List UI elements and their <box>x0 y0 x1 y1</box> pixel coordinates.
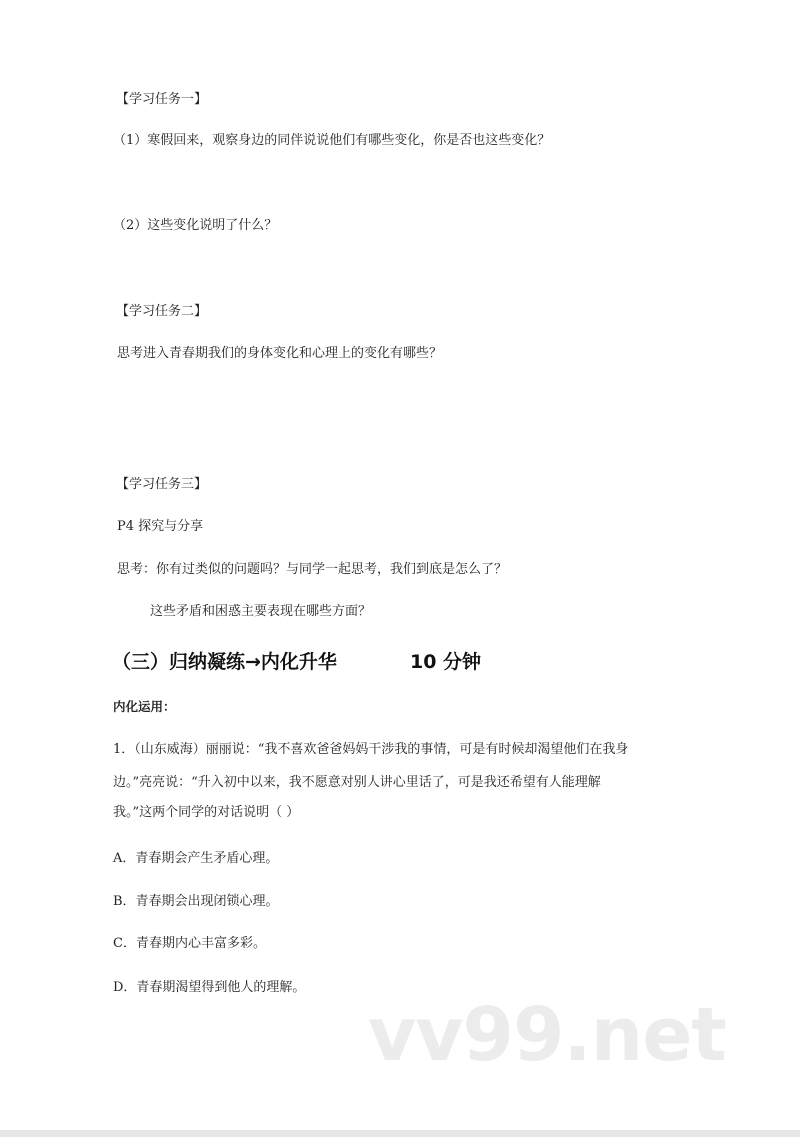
task1-title: 【学习任务一】 <box>116 92 208 107</box>
question-line: 1．（山东威海）丽丽说：“我不喜欢爸爸妈妈干涉我的事情，可是有时候却渴望他们在我身 <box>113 742 629 757</box>
task3-question-2: 这些矛盾和困惑主要表现在哪些方面？ <box>150 604 372 619</box>
task1-question-1: （1）寒假回来，观察身边的同伴说说他们有哪些变化，你是否也这些变化？ <box>113 133 551 148</box>
question-line: 边。”亮亮说：“升入初中以来，我不愿意对别人讲心里话了，可是我还希望有人能理解 <box>113 775 601 790</box>
option-d: D．青春期渴望得到他人的理解。 <box>113 980 306 995</box>
page-bottom-edge <box>0 1130 800 1137</box>
option-b: B．青春期会出现闭锁心理。 <box>113 894 279 909</box>
option-a: A．青春期会产生矛盾心理。 <box>113 851 279 866</box>
task1-question-2: （2）这些变化说明了什么？ <box>113 218 278 233</box>
section3-label: 内化运用： <box>113 699 176 714</box>
option-c: C．青春期内心丰富多彩。 <box>113 936 266 951</box>
task3-title: 【学习任务三】 <box>116 477 208 492</box>
task2-title: 【学习任务二】 <box>116 304 208 319</box>
task3-question-1: 思考：你有过类似的问题吗？与同学一起思考，我们到底是怎么了？ <box>117 562 508 577</box>
section3-heading: （三）归纳凝练→内化升华 <box>112 651 337 673</box>
task2-question: 思考进入青春期我们的身体变化和心理上的变化有哪些？ <box>117 346 443 361</box>
question-line: 我。”这两个同学的对话说明（ ） <box>113 805 300 820</box>
task3-subtitle: P4 探究与分享 <box>117 519 204 534</box>
section3-time: 10 分钟 <box>410 651 482 673</box>
watermark: vv99.net <box>368 992 726 1078</box>
